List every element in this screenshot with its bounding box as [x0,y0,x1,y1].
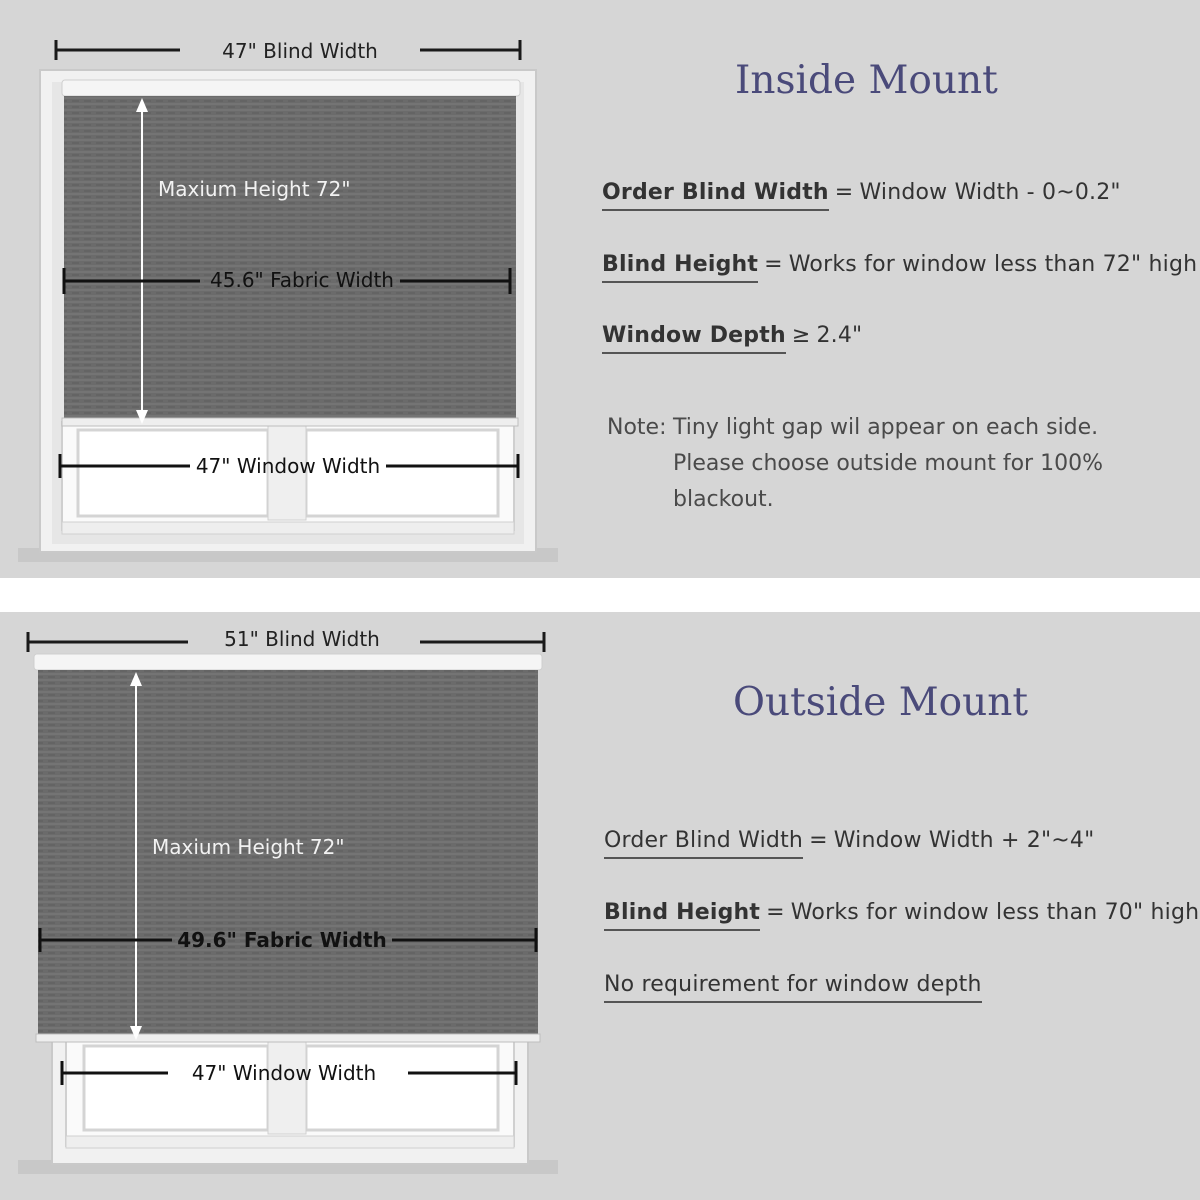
window-depth-term: Window Depth [602,323,786,354]
window-pane-right [306,1046,498,1130]
blind-width-label: 51" Blind Width [224,627,380,651]
outside-mount-panel [0,612,1200,1200]
blind-height-term: Blind Height [604,900,760,931]
inside-mount-title: Inside Mount [735,58,998,103]
blind-bottom-bar [62,418,518,426]
note-line-3: blackout. [673,487,774,512]
order-blind-width-value: Window Width + 2"~4" [833,828,1095,853]
window-depth-value: 2.4" [816,323,863,348]
greater-equal-sign: ≥ [791,323,811,348]
order-blind-width-term: Order Blind Width [602,180,829,211]
window-bottom-rail [62,522,514,534]
outside-mount-title: Outside Mount [733,680,1029,725]
note-line-2: Please choose outside mount for 100% [673,451,1103,476]
equals-sign: = [834,180,854,205]
blind-height-value: Works for window less than 70" high [790,900,1200,925]
window-bottom-rail [66,1136,514,1148]
outside-depth-line [604,972,982,1003]
max-height-label: Maxium Height 72" [158,177,351,201]
outside-order-width-line [604,828,1094,859]
window-width-label: 47" Window Width [191,1061,377,1085]
inside-mount-note [607,410,1103,518]
note-line-1: Tiny light gap wil appear on each side. [673,415,1099,440]
window-pane-left [84,1046,268,1130]
outside-blind-height-line [604,900,1199,931]
blind-headrail [62,80,520,96]
blind-height-term: Blind Height [602,252,758,283]
inside-mount-illustration [0,0,600,578]
blind-bottom-bar [36,1034,540,1042]
inside-window-depth-line [602,323,862,354]
outside-mount-illustration [0,612,600,1200]
fabric-width-label: 45.6" Fabric Width [210,268,394,292]
blind-fabric [64,96,516,420]
inside-mount-panel [0,0,1200,578]
order-blind-width-value: Window Width - 0~0.2" [859,180,1121,205]
equals-sign: = [764,252,783,277]
blind-width-label: 47" Blind Width [222,39,378,63]
inside-order-width-line [602,180,1121,211]
equals-sign: = [766,900,785,925]
blind-height-value: Works for window less than 72" high [788,252,1198,277]
window-width-label: 47" Window Width [195,454,381,478]
window-mullion [268,1042,306,1134]
no-depth-requirement-term: No requirement for window depth [604,972,982,1003]
inside-blind-height-line [602,252,1197,283]
order-blind-width-term: Order Blind Width [604,828,803,859]
max-height-label: Maxium Height 72" [152,835,345,859]
fabric-width-label: 49.6" Fabric Width [177,928,387,952]
note-label: Note: [607,415,667,440]
equals-sign: = [809,828,828,853]
blind-headrail [34,654,542,670]
